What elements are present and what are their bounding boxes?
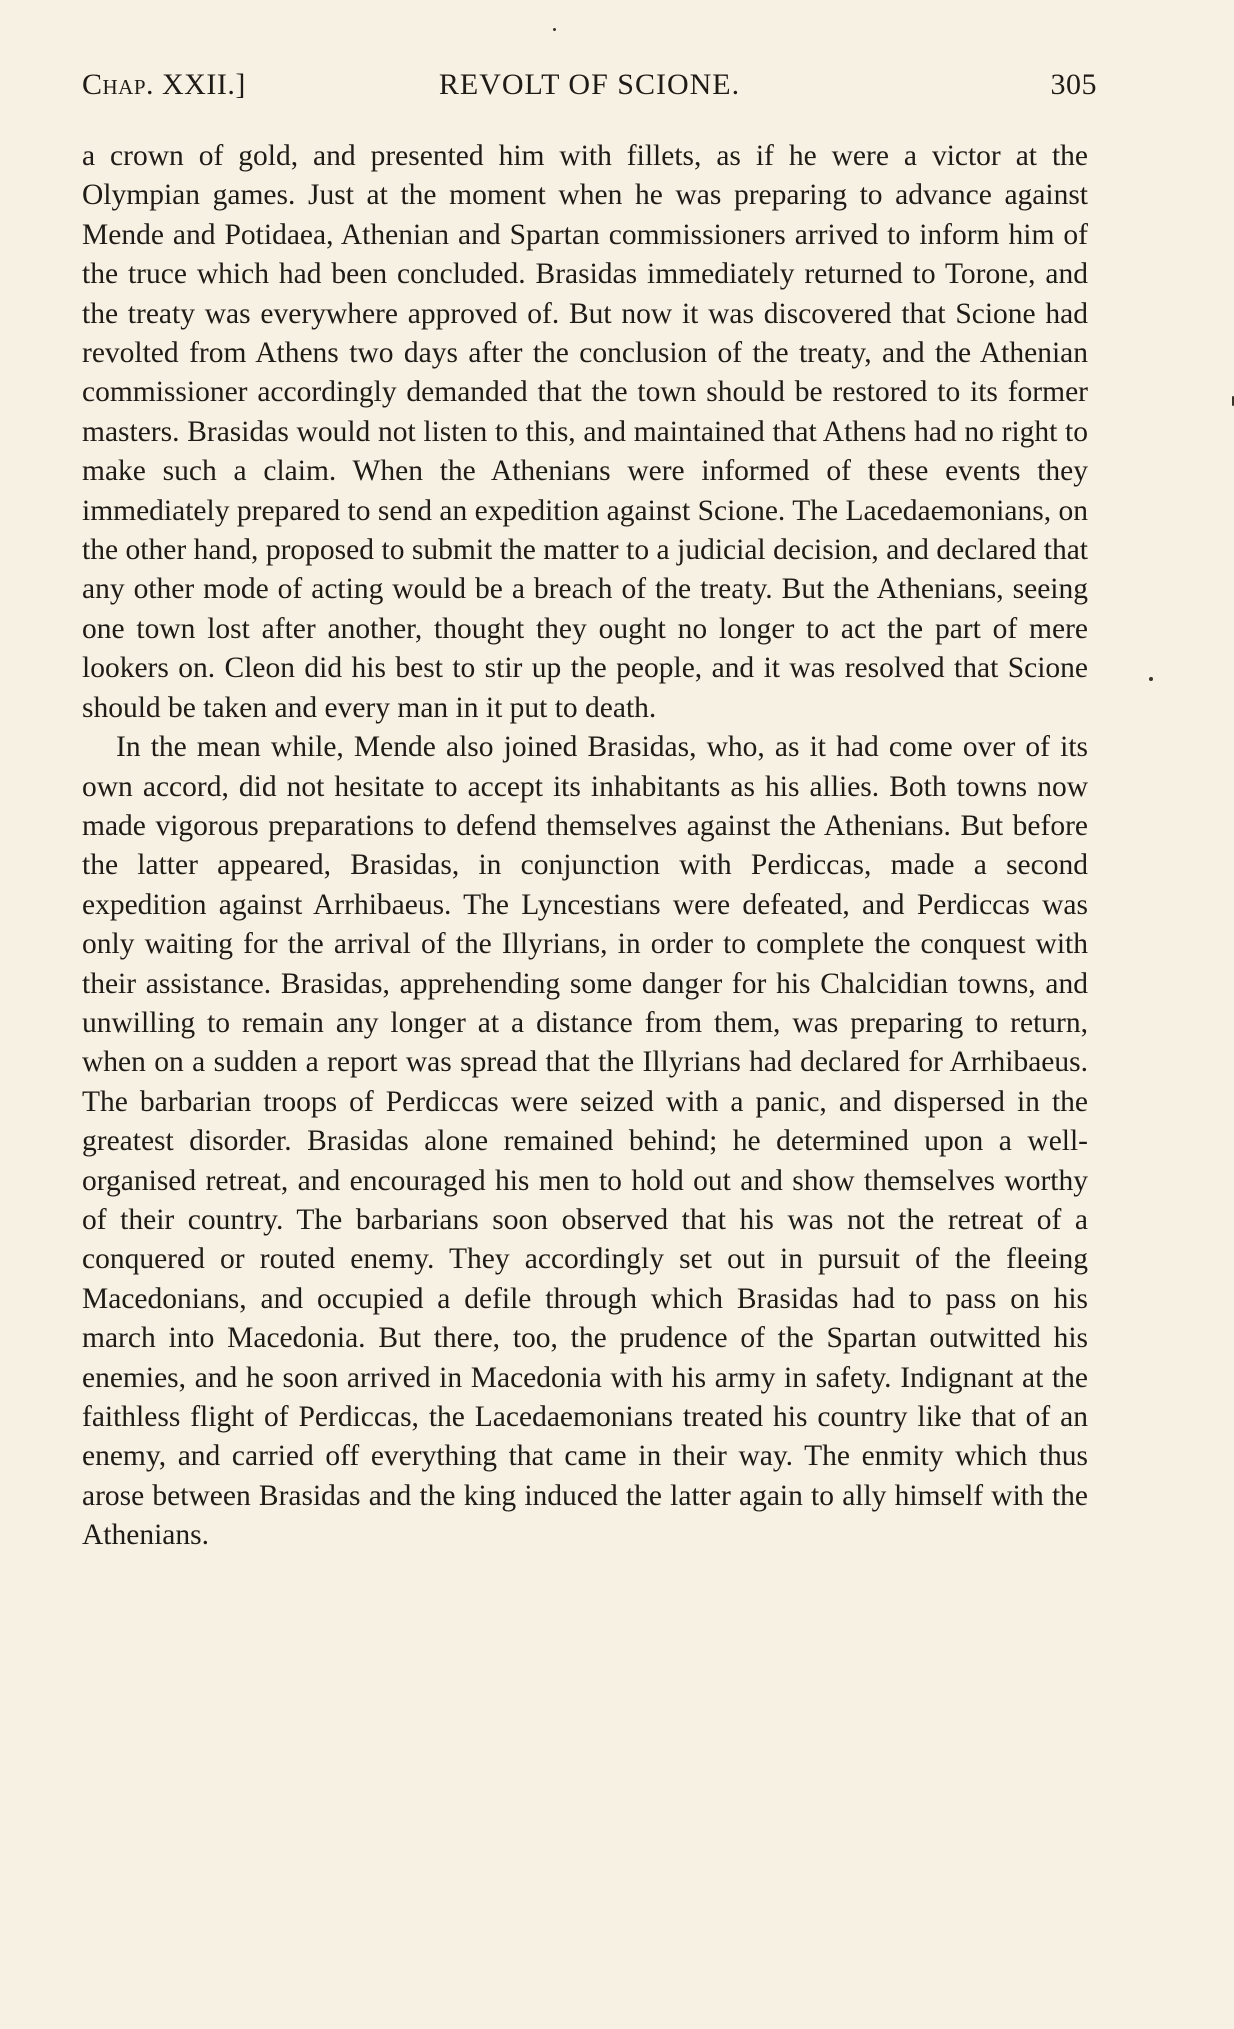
paragraph-2: In the mean while, Mende also joined Brasidas, who, as it had come over of its own accord, did not hesitate to accept its inhabitants as his allies. Both towns now made vigorous preparations to defend themselves against the Athenians. But before the latter appeared, Brasidas, in conjunction with Perdiccas, made a second expedition against Arrhibaeus. The Lyncestians were defeated, and Perdiccas was only waiting for the arrival of the Illyrians, in order to complete the conquest with their assistance. Brasidas, apprehending some danger for his Chalcidian towns, and unwilling to remain any longer at a distance from them, was preparing to return, when on a sudden a report was spread that the Illyrians had declared for Arrhibaeus. The barbarian troops of Perdiccas were seized with a panic, and dispersed in the greatest disorder. Brasidas alone remained behind; he determined upon a well-organised retreat, and encouraged his men to hold out and show themselves worthy of their country. The barbarians soon observed that his was not the retreat of a conquered or routed enemy. They accordingly set out in pursuit of the fleeing Macedonians, and occupied a defile through which Brasidas had to pass on his march into Macedonia. But there, too, the prudence of the Spartan outwitted his enemies, and he soon arrived in Macedonia with his army in safety. Indignant at the faithless flight of Perdiccas, the Lacedaemonians treated his country like that of an enemy, and carried off everything that came in their way. The enmity which thus arose between Brasidas and the king induced the latter again to ally himself with the Athenians. [82, 731, 1088, 1552]
print-speck-margin [1149, 677, 1153, 681]
chapter-reference: Chap. XXII.] [82, 68, 246, 101]
running-head [82, 68, 1097, 108]
print-speck-top [553, 28, 556, 31]
paragraph-1: a crown of gold, and presented him with fillets, as if he were a victor at the Olympian games. Just at the moment when he was preparing to advance against Mende and Potidaea, Athenian and Spartan commissioners arrived to inform him of the truce which had been concluded. Brasidas immediately returned to Torone, and the treaty was everywhere approved of. But now it was discovered that Scione had revolted from Athens two days after the conclusion of the treaty, and the Athenian commissioner accordingly demanded that the town should be restored to its former masters. Brasidas would not listen to this, and maintained that Athens had no right to make such a claim. When the Athenians were informed of these events they immediately prepared to send an expedition against Scione. The Lacedaemonians, on the other hand, proposed to submit the matter to a judicial decision, and declared that any other mode of acting would be a breach of the treaty. But the Athenians, seeing one town lost after another, thought they ought no longer to act the part of mere lookers on. Cleon did his best to stir up the people, and it was resolved that Scione should be taken and every man in it put to death. [82, 140, 1088, 724]
page-title: REVOLT OF SCIONE. [438, 68, 741, 101]
page-number: 305 [1050, 68, 1097, 101]
body-text [82, 137, 1088, 1556]
